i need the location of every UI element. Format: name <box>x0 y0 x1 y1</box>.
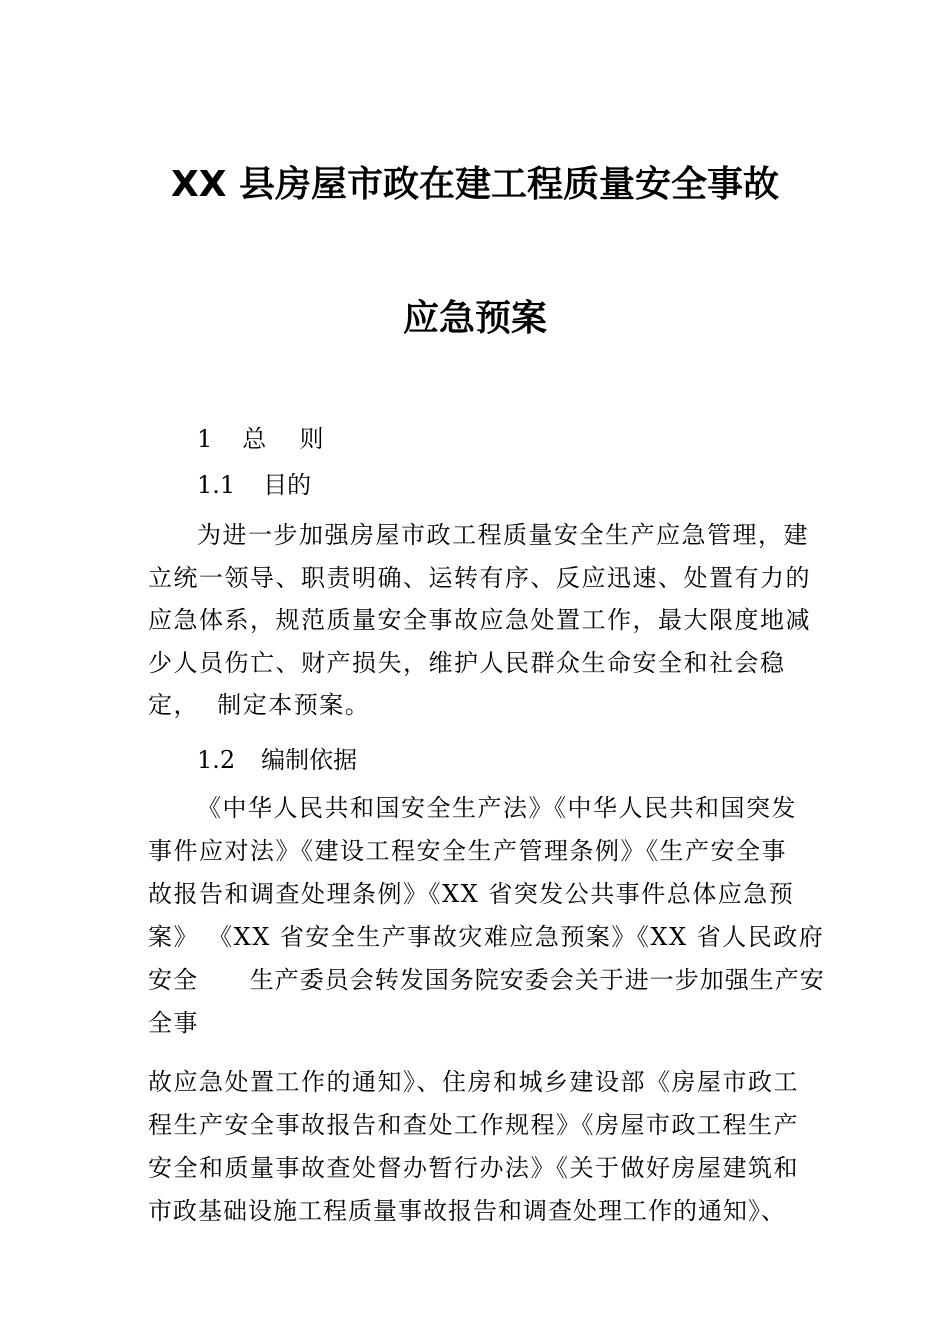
paragraph-line: 少人员伤亡、财产损失，维护人民群众生命安全和社会稳 <box>148 649 786 677</box>
document-title-line-1: XX 县房屋市政在建工程质量安全事故 <box>170 164 780 205</box>
paragraph-line: 市政基础设施工程质量事故报告和调查处理工作的通知》、 <box>148 1197 786 1225</box>
section-title: 编制依据 <box>261 746 358 774</box>
document-title-line-2: 应急预案 <box>402 298 547 339</box>
section-heading-1 <box>197 424 330 454</box>
paragraph-line: 故应急处置工作的通知》、住房和城乡建设部《房屋市政工 <box>148 1068 799 1096</box>
paragraph-line: 事件应对法》《建设工程安全生产管理条例》《生产安全事 <box>148 837 787 865</box>
paragraph-line: 立统一领导、职责明确、运转有序、反应迅速、处置有力的 <box>148 564 811 592</box>
section-title: 总 则 <box>242 425 330 453</box>
section-number: 1 <box>197 425 213 453</box>
section-heading-1-1 <box>197 470 311 500</box>
paragraph-line: 应急体系，规范质量安全事故应急处置工作，最大限度地减 <box>148 606 811 634</box>
paragraph-line: 案》 《XX 省安全生产事故灾难应急预案》《XX 省人民政府 <box>148 923 825 951</box>
section-heading-1-2 <box>197 745 357 775</box>
section-number: 1.1 <box>197 471 236 499</box>
section-number: 1.2 <box>197 746 236 774</box>
paragraph-line: 安全和质量事故查处督办暂行办法》《关于做好房屋建筑和 <box>148 1154 799 1182</box>
paragraph-line: 程生产安全事故报告和查处工作规程》《房屋市政工程生产 <box>148 1111 799 1139</box>
section-title: 目的 <box>263 471 312 499</box>
paragraph-line: 《中华人民共和国安全生产法》《中华人民共和国突发 <box>197 794 797 822</box>
paragraph-line: 安全 生产委员会转发国务院安委会关于进一步加强生产安 <box>148 966 825 994</box>
paragraph-line: 故报告和调查处理条例》《XX 省突发公共事件总体应急预 <box>148 880 795 908</box>
paragraph-line: 全事 <box>148 1009 199 1037</box>
paragraph-line: 为进一步加强房屋市政工程质量安全生产应急管理，建 <box>197 521 809 549</box>
paragraph-line: 定， 制定本预案。 <box>148 691 371 719</box>
